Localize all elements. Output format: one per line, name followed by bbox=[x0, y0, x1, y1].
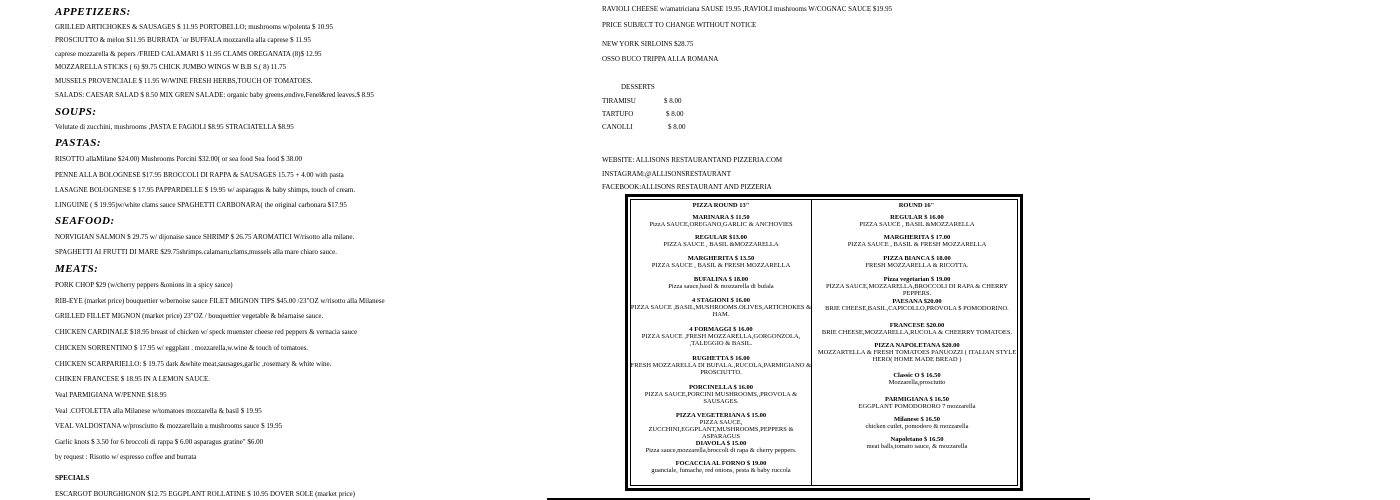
pizza-item-desc: guanciale, fumache, red onions, pesta & baby ruccola bbox=[651, 467, 791, 474]
pizza-item-desc: FRESH MOZZARELLA & RICOTTA. bbox=[865, 262, 969, 269]
pizza-item bbox=[813, 436, 1021, 450]
meat-line: VEAL VALDOSTANA w/prosciutto & mozzarellain a mushrooms sauce $ 19.95 bbox=[55, 422, 283, 430]
dessert-name: CANOLLI bbox=[602, 123, 633, 131]
pizza-item bbox=[813, 416, 1021, 430]
soups-heading: SOUPS: bbox=[55, 106, 97, 118]
pizza-item bbox=[813, 372, 1021, 386]
pizza-item-title: FOCACCIA AL FORNO $ 19.00 bbox=[675, 460, 767, 467]
pizza-16-column bbox=[813, 214, 1021, 484]
appetizer-line: caprese mozzarella & pepers /FRIED CALAMARI $ 11.95 CLAMS OREGANATA (8)$ 12.95 bbox=[55, 50, 322, 58]
pizza-item-title: Napoletano $ 16.50 bbox=[890, 436, 944, 443]
pizza-item-desc: PIZZA SAUCE ,FRESH MOZZARELLA,GORGONZOLA, ,TALEGGIO & BASIL. bbox=[641, 333, 801, 347]
pizza-item-title: FRANCESE $20.00 bbox=[889, 322, 945, 329]
pizza-item-title: MARINARA $ 11.50 bbox=[692, 214, 750, 221]
facebook-line: FACEBOOK:ALLISONS RESTAURANT AND PIZZERIA bbox=[602, 183, 772, 191]
pizza-item-desc: PIZZA SAUCE,MOZZARELLA,BROCCOLI DI RAPA & CHERRY PEPPERS. bbox=[826, 283, 1008, 297]
pizza-item-desc: FRESH MOZZARELLA DI BUFALA.,RUCOLA,PARMIGIANO & PROSCIUTTO. bbox=[630, 362, 812, 376]
pizza-13-header: PIZZA ROUND 13" bbox=[692, 202, 750, 209]
pizza-item bbox=[630, 440, 812, 454]
pizza-item-desc: PIZZA SAUCE , BASIL &MOZZARELLA bbox=[663, 241, 779, 248]
dessert-price: $ 8.00 bbox=[666, 110, 684, 118]
pasta-line: RISOTTO allaMilane $24.00) Mushrooms Porcini $32.00( or sea food Sea food $ 38.00 bbox=[55, 155, 302, 163]
seafood-line: SPAGHETTI AI FRUTTI DI MARE $29.75shrimps.calamaru,clams,mussels alla mare chiaro sauce. bbox=[55, 248, 338, 256]
meat-line: RIB-EYE (market price) bouquettier w/bernoise sauce FILET MIGNON TIPS $45.00 /23"OZ w/risotto alla Milanese bbox=[55, 297, 385, 305]
meats-heading: MEATS: bbox=[55, 263, 99, 275]
pastas-heading: PASTAS: bbox=[55, 137, 102, 149]
appetizers-heading: APPETIZERS: bbox=[55, 6, 131, 18]
meat-line: CHICKEN SORRENTINO $ 17.95 w/ eggplant . mozzarella,w.wine & touch of tomatoes. bbox=[55, 344, 309, 352]
pizza-item-title: Milanese $ 16.50 bbox=[893, 416, 941, 423]
pizza-item bbox=[630, 234, 812, 248]
pizza-item-desc: PIZZA SAUCE , BASIL & FRESH MOZZARELLA bbox=[651, 262, 791, 269]
pizza-item-title: PAESANA $20.00 bbox=[892, 298, 942, 305]
meat-line: CHICKEN SCARPARIELLO: $ 19.75 dark &white meat,sausages,garlic ,rosemary & white wine. bbox=[55, 360, 332, 368]
pizza-item-desc: PIZZA SAUCE , BASIL & FRESH MOZZARELLA bbox=[847, 241, 987, 248]
pizza-16-header: ROUND 16" bbox=[898, 202, 935, 209]
pizza-item-title: MARGHERITA $ 17.00 bbox=[883, 234, 951, 241]
pizza-item bbox=[813, 396, 1021, 410]
pizza-item-title: 4 STAGIONI $ 16.00 bbox=[691, 297, 751, 304]
pizza-item-title: PIZZA NAPOLETANA $20.00 bbox=[874, 342, 960, 349]
pizza-item-desc: EGGPLANT POMODORORO 7 mozzarella bbox=[858, 403, 976, 410]
pizza-item-desc: Pizza sauce,mozzarella,broccoli di rapa & cherry peppers. bbox=[645, 447, 797, 454]
pizza-item bbox=[813, 234, 1021, 248]
pizza-item bbox=[630, 214, 812, 228]
pizza-item-title: 4 FORMAGGI $ 16.00 bbox=[689, 326, 753, 333]
pizza-menu-box bbox=[625, 194, 1023, 491]
pizza-item-title: BUFALINA $ 18.00 bbox=[693, 276, 749, 283]
pasta-line: LINGUINE ( $ 19.95)w/white clams sauce SPAGHETTI CARBONARA( the original carbonara $17.95 bbox=[55, 201, 347, 209]
pizza-item-desc: PIZZA SAUCE, ZUCCHINI,EGGPLANT,MUSHROOMS,PEPPERS & ASPARAGUS bbox=[648, 419, 794, 440]
pizza-item-title: REGULAR $13.00 bbox=[694, 234, 747, 241]
sirloin-line: NEW YORK SIRLOINS $28.75 bbox=[602, 40, 694, 48]
dessert-price: $ 8.00 bbox=[668, 123, 686, 131]
pizza-item bbox=[813, 214, 1021, 228]
seafood-line: NORVIGIAN SALMON $ 29.75 w/ dijonaise sauce SHRIMP $ 26.75 AROMATICI W/risotto alla milane. bbox=[55, 233, 355, 241]
desserts-heading: DESSERTS bbox=[621, 83, 655, 91]
pizza-item-title: Pizza vegetarian $ 19.00 bbox=[883, 276, 951, 283]
dessert-name: TIRAMISU bbox=[602, 97, 636, 105]
dessert-price: $ 8.00 bbox=[664, 97, 682, 105]
pizza-item-desc: Pizza sauce,basil & mozzarella di bufala bbox=[668, 283, 774, 290]
specials-line: ESCARGOT BOURGHIGNON $12.75 EGGPLANT ROLLATINE $ 10.95 DOVER SOLE (market price) bbox=[55, 490, 355, 498]
pizza-item bbox=[630, 255, 812, 269]
appetizer-line: MOZZARELLA STICKS ( 6) $9.75 CHICK JUMBO WINGS W B.B S.( 8) 11.75 bbox=[55, 63, 287, 71]
pizza-13-column bbox=[630, 214, 812, 484]
pizza-item-title: RUGHETTA $ 16.00 bbox=[692, 355, 750, 362]
pizza-item bbox=[813, 342, 1021, 363]
meat-line: CHICKEN CARDINALE $18.95 breast of chicken w/ speck muenster cheese red peppers & vernacia sauce bbox=[55, 328, 358, 336]
pizza-item-desc: PizzA SAUCE,OREGANO,GARLIC & ANCHOVIES bbox=[649, 221, 793, 228]
seafood-heading: SEAFOOD: bbox=[55, 215, 115, 227]
meat-line: GRILLED FILLET MIGNON (market price) 23"OZ / bouquettier vegetable & béarnaise sauce. bbox=[55, 312, 324, 320]
pizza-item bbox=[630, 355, 812, 376]
website-line: WEBSITE: ALLISONS RESTAURANTAND PIZZERIA.COM bbox=[602, 156, 783, 164]
soup-line: Velutate di zucchini, mushrooms ,PASTA E FAGIOLI $8.95 STRACIATELLA $8.95 bbox=[55, 123, 294, 131]
pasta-line: PENNE ALLA BOLOGNESE $17.95 BROCCOLI DI RAPPA & SAUSAGES 15.75 + 4.00 with pasta bbox=[55, 171, 344, 179]
instagram-line: INSTAGRAM:@ALLISONSRESTAURANT bbox=[602, 170, 731, 178]
pizza-item-desc: Mozzarella,prosciutto bbox=[888, 379, 946, 386]
appetizer-line: PROSCIUTTO & melon $11.95 BURRATA `or BUFFALA mozzarella alla caprese $ 11.95 bbox=[55, 36, 311, 44]
pizza-item-desc: BRIE CHEESE,BASIL,CAPICOLLO,PROVOLA $ POMODORINO. bbox=[825, 305, 1009, 312]
pizza-item bbox=[630, 326, 812, 347]
pizza-item-title: MARGHERITA $ 13.50 bbox=[687, 255, 755, 262]
pizza-item-title: DIAVOLA $ 15.00 bbox=[695, 440, 747, 447]
appetizer-line: GRILLED ARTICHOKES & SAUSAGES $ 11.95 PORTOBELLO; mushrooms w/polenta $ 10.95 bbox=[55, 23, 333, 31]
pizza-item-title: Classic O $ 16.50 bbox=[893, 372, 941, 379]
pizza-item-title: PARMIGIANA $ 16.50 bbox=[885, 396, 949, 403]
dessert-name: TARTUFO bbox=[602, 110, 634, 118]
pasta-line: LASAGNE BOLOGNESE $ 17.95 PAPPARDELLE $ 19.95 w/ asparagus & baby shimps, touch of cream. bbox=[55, 186, 356, 194]
pizza-item-title: PORCINELLA $ 16.00 bbox=[688, 384, 754, 391]
pizza-item-desc: MOZZARTELLA & FRESH TOMATOES PANUOZZI ( ITALIAN STYLE HERO( HOME MADE BREAD ) bbox=[817, 349, 1017, 363]
pizza-item-desc: PIZZA SAUCE ,BASIL,MUSHROOMS.OLIVES,ARTICHOKES & HAM. bbox=[630, 304, 812, 318]
price-notice: PRICE SUBJECT TO CHANGE WITHOUT NOTICE bbox=[602, 21, 757, 29]
pizza-item bbox=[813, 298, 1021, 312]
pizza-item bbox=[813, 322, 1021, 336]
pizza-item bbox=[630, 460, 812, 474]
appetizer-line: MUSSELS PROVENCIALE $ 11.95 W/WINE FRESH HERBS,TOUCH OF TOMATOES. bbox=[55, 77, 313, 85]
pizza-item-desc: PIZZA SAUCE,PORCINI MUSHROOMS,,PROVOLA & SAUSAGES. bbox=[644, 391, 798, 405]
pizza-item-desc: meat balls,tomato sauce, & mozzarella bbox=[866, 443, 968, 450]
pizza-item bbox=[813, 276, 1021, 297]
pizza-item bbox=[630, 276, 812, 290]
pizza-item-desc: BRIE CHEESE,MOZZARELLA,RUCOLA & CHEERRY TOMATOES. bbox=[821, 329, 1013, 336]
ravioli-line: RAVIOLI CHEESE w/amatriciana SAUSE 19.95 ,RAVIOLI mushrooms W/COGNAC SAUCE $19.95 bbox=[602, 5, 893, 13]
pizza-item-title: PIZZA BIANCA $ 18.00 bbox=[883, 255, 951, 262]
salads-line: SALADS: CAESAR SALAD $ 8.50 MIX GREN SALADE: organic baby greens,endive,Fenel&red leaves.$ 8.95 bbox=[55, 91, 374, 99]
meat-line: PORK CHOP $29 (w/cherry peppers &onions in a spicy sauce) bbox=[55, 281, 233, 289]
request-line: by request : Risotto w/ espresso coffee and burrata bbox=[55, 453, 197, 461]
meat-line: Veal .COTOLETTA alla Milanese w/tomatoes mozzarella & basil $ 19.95 bbox=[55, 407, 262, 415]
pizza-item bbox=[630, 384, 812, 405]
osso-buco-line: OSSO BUCO TRIPPA ALLA ROMANA bbox=[602, 55, 719, 63]
pizza-item-title: PIZZA VEGETERIANA $ 15.00 bbox=[675, 412, 767, 419]
specials-heading: SPECIALS bbox=[55, 474, 90, 482]
meat-line: CHIKEN FRANCESE $ 18.95 IN A LEMON SAUCE. bbox=[55, 375, 210, 383]
pizza-item bbox=[630, 297, 812, 318]
pizza-item bbox=[813, 255, 1021, 269]
pizza-item-title: REGULAR $ 16.00 bbox=[890, 214, 944, 221]
meat-line: Veal PARMIGIANA W/PENNE $18.95 bbox=[55, 391, 167, 399]
pizza-item-desc: PIZZA SAUCE , BASIL &MOZZARELLA bbox=[859, 221, 975, 228]
pizza-item bbox=[630, 412, 812, 440]
pizza-item-desc: chicken cutlet, pomodoro & mozzarella bbox=[865, 423, 969, 430]
sides-line: Garlic knots $ 3.50 for 6 broccoli di rappa $ 6.00 asparagus gratine" $6.00 bbox=[55, 438, 264, 446]
